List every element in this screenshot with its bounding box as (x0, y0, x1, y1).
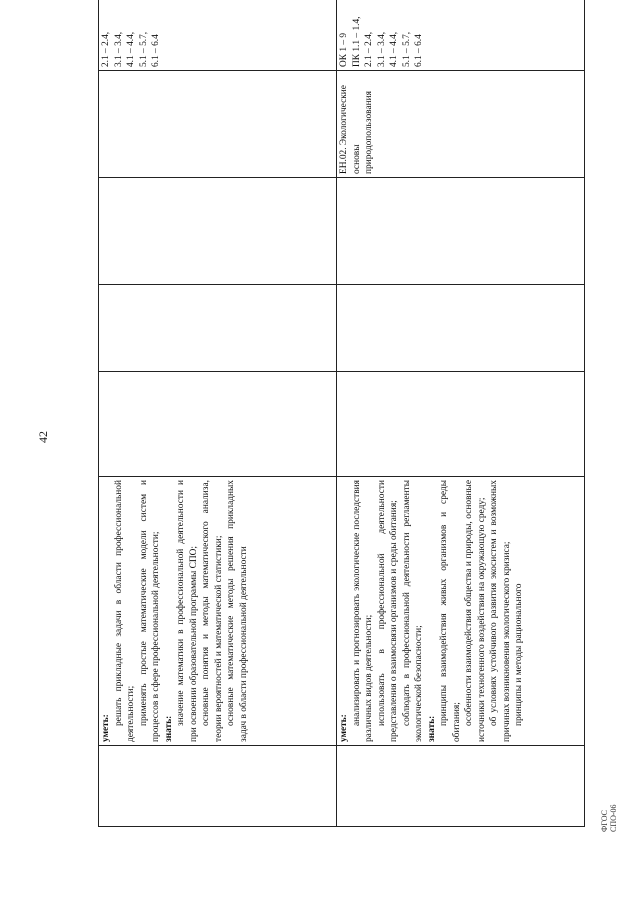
competency-code: 2.1 – 2.4, (101, 31, 111, 67)
hours-cell (337, 285, 585, 372)
description-line: анализировать и прогнозировать экологические последствия различных видов деятельности; (351, 480, 374, 742)
competency-code: 3.1 – 3.4, (113, 31, 124, 67)
description-line: принципы взаимодействия живых организмов и среды обитания; (439, 480, 462, 742)
competencies-cell (337, 0, 585, 71)
discipline-cell: ЕН.02. Экологические основы природопользования (337, 71, 585, 178)
description-line: соблюдать в профессиональной деятельности регламенты экологической безопасности; (401, 480, 424, 742)
curriculum-table (98, 0, 585, 827)
hours-cell (99, 285, 337, 372)
section-heading: знать: (426, 715, 437, 742)
description-line: решать прикладные задачи в области профессиональной деятельности; (113, 480, 136, 742)
competency-code: ПК 1.1 – 1.4, (351, 16, 362, 67)
competency-code: 6.1 – 6.4 (414, 34, 424, 67)
description-line: применять простые математические модели систем и процессов в сфере профессиональной деятельности; (138, 480, 161, 742)
table-row (99, 0, 337, 827)
competency-code: 4.1 – 4.4, (389, 31, 399, 67)
section-heading: знать: (163, 715, 174, 742)
competency-code: 3.1 – 3.4, (376, 31, 387, 67)
section-heading: уметь: (339, 714, 349, 742)
description-line: значение математики в профессиональной деятельности и при освоении образовательной программы СПО; (176, 480, 199, 742)
index-cell (337, 746, 585, 827)
description-line: особенности взаимодействия общества и природы, основные источники техногенного воздействия на окружающую среду; (464, 480, 487, 742)
description-line: принципы и методы рационального (514, 583, 524, 726)
hours-cell (99, 372, 337, 477)
competency-code: 5.1 – 5.7, (138, 31, 149, 67)
description-line: основные математические методы решения прикладных задач в области профессиональной деятельности (226, 480, 249, 742)
table-row (337, 0, 585, 827)
description-cell (337, 477, 585, 746)
description-line: использовать в профессиональной деятельности представления о взаимосвязи организмов и среды обитания; (376, 480, 399, 742)
discipline-cell (99, 71, 337, 178)
hours-cell (337, 178, 585, 285)
hours-cell (99, 178, 337, 285)
index-cell (99, 746, 337, 827)
description-cell (99, 477, 337, 746)
competency-code: ОК 1 – 9 (339, 32, 349, 67)
competencies-cell (99, 0, 337, 71)
footer-code: ФГОС СПО-06 (600, 804, 618, 832)
competency-code: 4.1 – 4.4, (126, 31, 136, 67)
hours-cell (337, 372, 585, 477)
page-number: 42 (36, 431, 50, 443)
section-heading: уметь: (101, 714, 111, 742)
description-line: основные понятия и методы математического анализа, теории вероятностей и математической статистики; (201, 480, 224, 742)
description-line: об условиях устойчивого развития экосистем и возможных причинах возникновения экологического кризиса; (489, 480, 512, 742)
competency-code: 5.1 – 5.7, (401, 31, 412, 67)
competency-code: 6.1 – 6.4 (151, 34, 161, 67)
curriculum-sheet (98, 16, 585, 827)
competency-code: 2.1 – 2.4, (364, 31, 374, 67)
